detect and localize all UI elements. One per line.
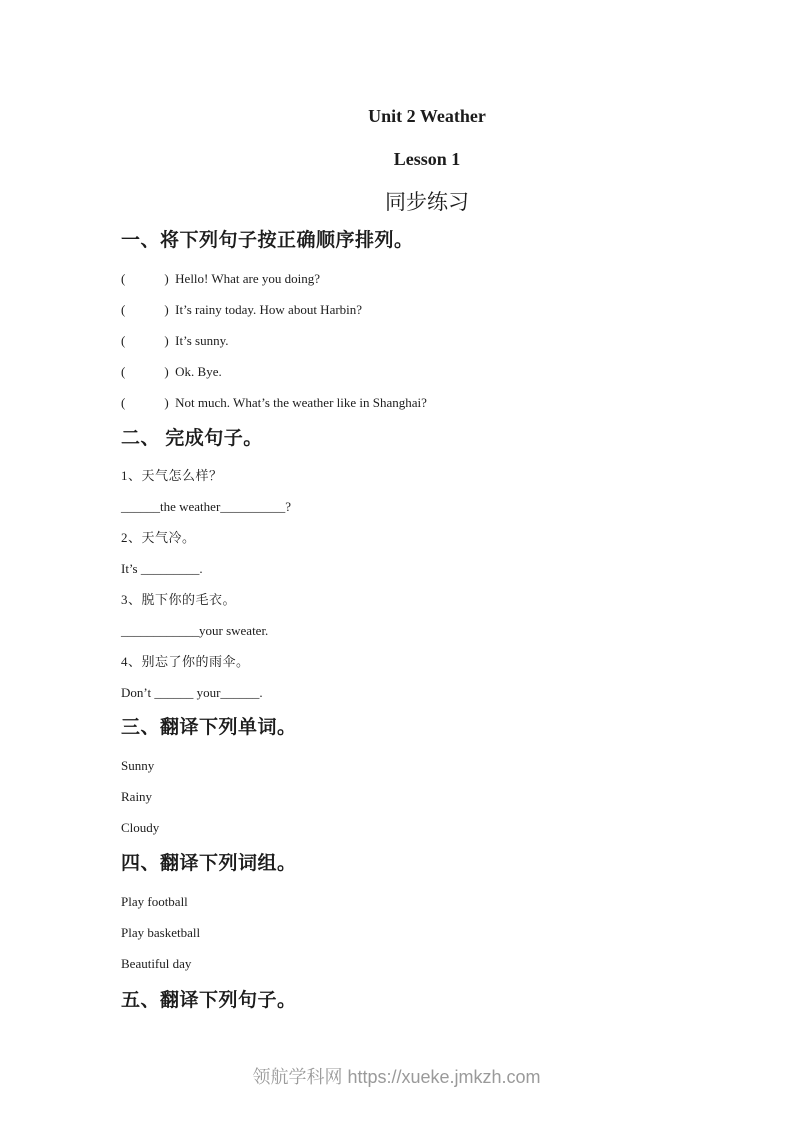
fill-item-2-blank: It’s _________. bbox=[121, 561, 203, 576]
fill-item-2-prompt: 2、天气冷。 bbox=[121, 530, 196, 545]
ordering-item-2: ( ) It’s rainy today. How about Harbin? bbox=[121, 302, 363, 317]
fill-item-3-prompt: 3、脱下你的毛衣。 bbox=[121, 592, 237, 607]
lesson-title: Lesson 1 bbox=[393, 149, 461, 169]
unit-title: Unit 2 Weather bbox=[368, 106, 486, 126]
ordering-list bbox=[121, 263, 733, 418]
fill-in-list bbox=[121, 460, 733, 708]
fill-item-1-prompt: 1、天气怎么样？ bbox=[121, 468, 223, 483]
section-3-heading: 三、翻译下列单词。 bbox=[121, 717, 297, 738]
section-5-heading: 五、翻译下列句子。 bbox=[121, 990, 297, 1011]
fill-item-3-blank: ____________your sweater. bbox=[121, 623, 269, 638]
section-4-heading: 四、翻译下列词组。 bbox=[121, 853, 297, 874]
phrase-list bbox=[121, 886, 733, 979]
worksheet-subtitle: 同步练习 bbox=[385, 190, 469, 214]
word-item-1: Sunny bbox=[121, 758, 155, 773]
section-translate-words bbox=[121, 711, 733, 843]
fill-item-4-prompt: 4、别忘了你的雨伞。 bbox=[121, 654, 250, 669]
phrase-item-2: Play basketball bbox=[121, 925, 201, 940]
section-complete-sentences bbox=[121, 422, 733, 708]
section-translate-phrases bbox=[121, 847, 733, 979]
section-translate-sentences bbox=[121, 984, 733, 1018]
watermark-footer bbox=[0, 1064, 793, 1090]
section-1-heading: 一、将下列句子按正确顺序排列。 bbox=[121, 230, 414, 251]
section-2-heading: 二、 完成句子。 bbox=[121, 428, 263, 449]
fill-item-4-blank: Don’t ______ your______. bbox=[121, 685, 263, 700]
phrase-item-1: Play football bbox=[121, 894, 188, 909]
section-sentence-ordering bbox=[121, 224, 733, 418]
watermark-text: 领航学科网 https://xueke.jmkzh.com bbox=[252, 1067, 541, 1087]
ordering-item-1: ( ) Hello! What are you doing? bbox=[121, 271, 321, 286]
phrase-item-3: Beautiful day bbox=[121, 956, 192, 971]
ordering-item-4: ( ) Ok. Bye. bbox=[121, 364, 222, 379]
fill-item-1-blank: ______the weather__________? bbox=[121, 499, 292, 514]
word-item-2: Rainy bbox=[121, 789, 153, 804]
word-list bbox=[121, 750, 733, 843]
ordering-item-3: ( ) It’s sunny. bbox=[121, 333, 229, 348]
word-item-3: Cloudy bbox=[121, 820, 160, 835]
ordering-item-5: ( ) Not much. What’s the weather like in Shanghai? bbox=[121, 395, 427, 410]
